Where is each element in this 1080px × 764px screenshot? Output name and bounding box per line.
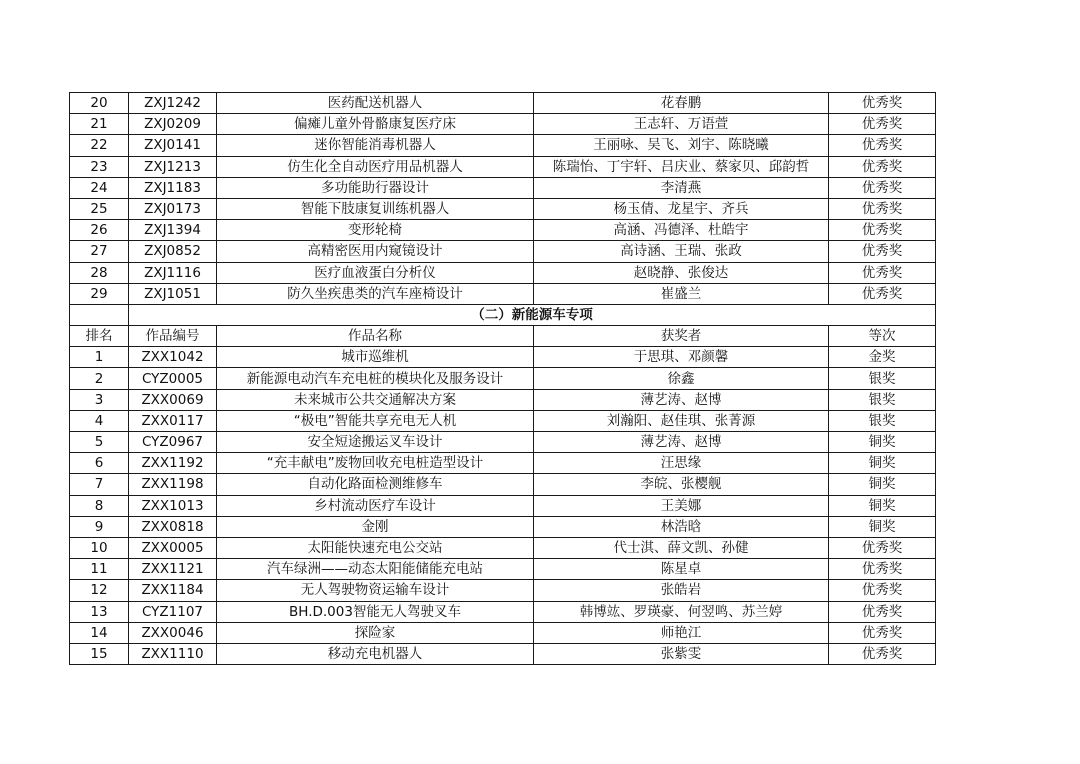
header-rank: 排名 [70, 326, 129, 347]
winners-cell: 王丽咏、吴飞、刘宇、陈晓曦 [534, 135, 829, 156]
code-cell: ZXX1192 [129, 453, 217, 474]
award-cell: 优秀奖 [829, 537, 936, 558]
title-cell: “充丰献电”废物回收充电桩造型设计 [217, 453, 534, 474]
title-cell: 变形轮椅 [217, 220, 534, 241]
title-cell: 迷你智能消毒机器人 [217, 135, 534, 156]
award-cell: 优秀奖 [829, 601, 936, 622]
table-row [70, 283, 936, 304]
winners-cell: 张紫雯 [534, 643, 829, 664]
code-cell: CYZ1107 [129, 601, 217, 622]
rank-cell: 13 [70, 601, 129, 622]
header-award: 等次 [829, 326, 936, 347]
table-row [70, 220, 936, 241]
header-code: 作品编号 [129, 326, 217, 347]
award-cell: 优秀奖 [829, 220, 936, 241]
rank-cell: 27 [70, 241, 129, 262]
title-cell: 乡村流动医疗车设计 [217, 495, 534, 516]
award-cell: 铜奖 [829, 474, 936, 495]
title-cell: 医疗血液蛋白分析仪 [217, 262, 534, 283]
section-title: （二）新能源车专项 [129, 304, 936, 325]
title-cell: 太阳能快速充电公交站 [217, 537, 534, 558]
code-cell: ZXX0818 [129, 516, 217, 537]
title-cell: 防久坐疾患类的汽车座椅设计 [217, 283, 534, 304]
title-cell: 高精密医用内窥镜设计 [217, 241, 534, 262]
title-cell: BH.D.003智能无人驾驶叉车 [217, 601, 534, 622]
table-row [70, 389, 936, 410]
award-cell: 优秀奖 [829, 622, 936, 643]
winners-cell: 陈瑞怡、丁宇轩、吕庆业、蔡家贝、邱韵哲 [534, 156, 829, 177]
section-title-row [70, 304, 936, 325]
table-row [70, 495, 936, 516]
title-cell: 智能下肢康复训练机器人 [217, 198, 534, 219]
table-row [70, 601, 936, 622]
code-cell: ZXJ0141 [129, 135, 217, 156]
awards-table [69, 92, 936, 665]
table-row [70, 177, 936, 198]
code-cell: CYZ0967 [129, 432, 217, 453]
table-row [70, 622, 936, 643]
title-cell: 仿生化全自动医疗用品机器人 [217, 156, 534, 177]
rank-cell: 7 [70, 474, 129, 495]
award-cell: 优秀奖 [829, 262, 936, 283]
rank-cell: 29 [70, 283, 129, 304]
winners-cell: 薄艺涛、赵博 [534, 389, 829, 410]
code-cell: ZXJ0209 [129, 114, 217, 135]
table-row [70, 516, 936, 537]
award-cell: 银奖 [829, 368, 936, 389]
rank-cell: 6 [70, 453, 129, 474]
award-cell: 优秀奖 [829, 580, 936, 601]
table-row [70, 93, 936, 114]
table-row [70, 474, 936, 495]
code-cell: ZXX1110 [129, 643, 217, 664]
code-cell: ZXJ1183 [129, 177, 217, 198]
winners-cell: 崔盛兰 [534, 283, 829, 304]
award-cell: 铜奖 [829, 516, 936, 537]
rank-cell: 23 [70, 156, 129, 177]
rank-cell: 10 [70, 537, 129, 558]
winners-cell: 花春鹏 [534, 93, 829, 114]
code-cell: ZXJ1394 [129, 220, 217, 241]
table-row [70, 156, 936, 177]
table-b-body [70, 347, 936, 665]
rank-cell: 12 [70, 580, 129, 601]
rank-cell: 2 [70, 368, 129, 389]
title-cell: 城市巡维机 [217, 347, 534, 368]
rank-cell: 3 [70, 389, 129, 410]
winners-cell: 张皓岩 [534, 580, 829, 601]
code-cell: ZXJ1051 [129, 283, 217, 304]
rank-cell: 22 [70, 135, 129, 156]
rank-cell: 1 [70, 347, 129, 368]
winners-cell: 韩博竑、罗瑛豪、何翌鸣、苏兰婷 [534, 601, 829, 622]
award-cell: 优秀奖 [829, 114, 936, 135]
winners-cell: 刘瀚阳、赵佳琪、张菁源 [534, 410, 829, 431]
winners-cell: 林浩晗 [534, 516, 829, 537]
table-row [70, 347, 936, 368]
table-row [70, 135, 936, 156]
table-row [70, 410, 936, 431]
winners-cell: 陈星卓 [534, 559, 829, 580]
rank-cell: 21 [70, 114, 129, 135]
title-cell: 无人驾驶物资运输车设计 [217, 580, 534, 601]
rank-cell: 15 [70, 643, 129, 664]
award-cell: 优秀奖 [829, 93, 936, 114]
table-row [70, 262, 936, 283]
table-row [70, 453, 936, 474]
title-cell: “极电”智能共享充电无人机 [217, 410, 534, 431]
award-cell: 优秀奖 [829, 643, 936, 664]
award-cell: 金奖 [829, 347, 936, 368]
rank-cell: 8 [70, 495, 129, 516]
award-cell: 银奖 [829, 410, 936, 431]
award-cell: 优秀奖 [829, 198, 936, 219]
award-cell: 铜奖 [829, 432, 936, 453]
award-cell: 优秀奖 [829, 177, 936, 198]
header-winners: 获奖者 [534, 326, 829, 347]
winners-cell: 高涵、冯德泽、杜皓宇 [534, 220, 829, 241]
award-cell: 优秀奖 [829, 135, 936, 156]
table-row [70, 580, 936, 601]
table-row [70, 643, 936, 664]
rank-cell: 24 [70, 177, 129, 198]
code-cell: ZXX1184 [129, 580, 217, 601]
code-cell: ZXX1121 [129, 559, 217, 580]
code-cell: CYZ0005 [129, 368, 217, 389]
award-cell: 优秀奖 [829, 283, 936, 304]
table-row [70, 432, 936, 453]
award-cell: 优秀奖 [829, 559, 936, 580]
winners-cell: 汪思缘 [534, 453, 829, 474]
title-cell: 自动化路面检测维修车 [217, 474, 534, 495]
table-row [70, 368, 936, 389]
title-cell: 探险家 [217, 622, 534, 643]
code-cell: ZXX1013 [129, 495, 217, 516]
title-cell: 金刚 [217, 516, 534, 537]
title-cell: 多功能助行器设计 [217, 177, 534, 198]
winners-cell: 于思琪、邓颜馨 [534, 347, 829, 368]
code-cell: ZXX0117 [129, 410, 217, 431]
winners-cell: 王志轩、万语萱 [534, 114, 829, 135]
winners-cell: 杨玉倩、龙星宇、齐兵 [534, 198, 829, 219]
rank-cell: 26 [70, 220, 129, 241]
title-cell: 新能源电动汽车充电桩的模块化及服务设计 [217, 368, 534, 389]
title-cell: 移动充电机器人 [217, 643, 534, 664]
code-cell: ZXX0069 [129, 389, 217, 410]
code-cell: ZXJ1213 [129, 156, 217, 177]
code-cell: ZXX0005 [129, 537, 217, 558]
award-cell: 优秀奖 [829, 156, 936, 177]
rank-cell: 25 [70, 198, 129, 219]
award-cell: 铜奖 [829, 495, 936, 516]
code-cell: ZXX0046 [129, 622, 217, 643]
title-cell: 偏瘫儿童外骨骼康复医疗床 [217, 114, 534, 135]
title-cell: 汽车绿洲——动态太阳能储能充电站 [217, 559, 534, 580]
award-cell: 优秀奖 [829, 241, 936, 262]
rank-cell: 5 [70, 432, 129, 453]
table-row [70, 114, 936, 135]
code-cell: ZXX1198 [129, 474, 217, 495]
winners-cell: 薄艺涛、赵博 [534, 432, 829, 453]
code-cell: ZXJ1116 [129, 262, 217, 283]
winners-cell: 李皖、张樱舰 [534, 474, 829, 495]
code-cell: ZXJ0173 [129, 198, 217, 219]
blank-cell [70, 304, 129, 325]
award-cell: 银奖 [829, 389, 936, 410]
table-row [70, 537, 936, 558]
table-row [70, 241, 936, 262]
rank-cell: 20 [70, 93, 129, 114]
rank-cell: 28 [70, 262, 129, 283]
code-cell: ZXX1042 [129, 347, 217, 368]
rank-cell: 9 [70, 516, 129, 537]
winners-cell: 李清燕 [534, 177, 829, 198]
header-title: 作品名称 [217, 326, 534, 347]
award-cell: 铜奖 [829, 453, 936, 474]
winners-cell: 徐鑫 [534, 368, 829, 389]
title-cell: 未来城市公共交通解决方案 [217, 389, 534, 410]
winners-cell: 王美娜 [534, 495, 829, 516]
winners-cell: 赵晓静、张俊达 [534, 262, 829, 283]
header-row [70, 326, 936, 347]
table-a-body [70, 93, 936, 305]
code-cell: ZXJ0852 [129, 241, 217, 262]
rank-cell: 4 [70, 410, 129, 431]
title-cell: 医药配送机器人 [217, 93, 534, 114]
title-cell: 安全短途搬运叉车设计 [217, 432, 534, 453]
rank-cell: 11 [70, 559, 129, 580]
table-row [70, 559, 936, 580]
code-cell: ZXJ1242 [129, 93, 217, 114]
winners-cell: 代士淇、薛文凯、孙健 [534, 537, 829, 558]
table-row [70, 198, 936, 219]
winners-cell: 师艳江 [534, 622, 829, 643]
winners-cell: 高诗涵、王瑞、张政 [534, 241, 829, 262]
section-b-heading [70, 304, 936, 346]
rank-cell: 14 [70, 622, 129, 643]
